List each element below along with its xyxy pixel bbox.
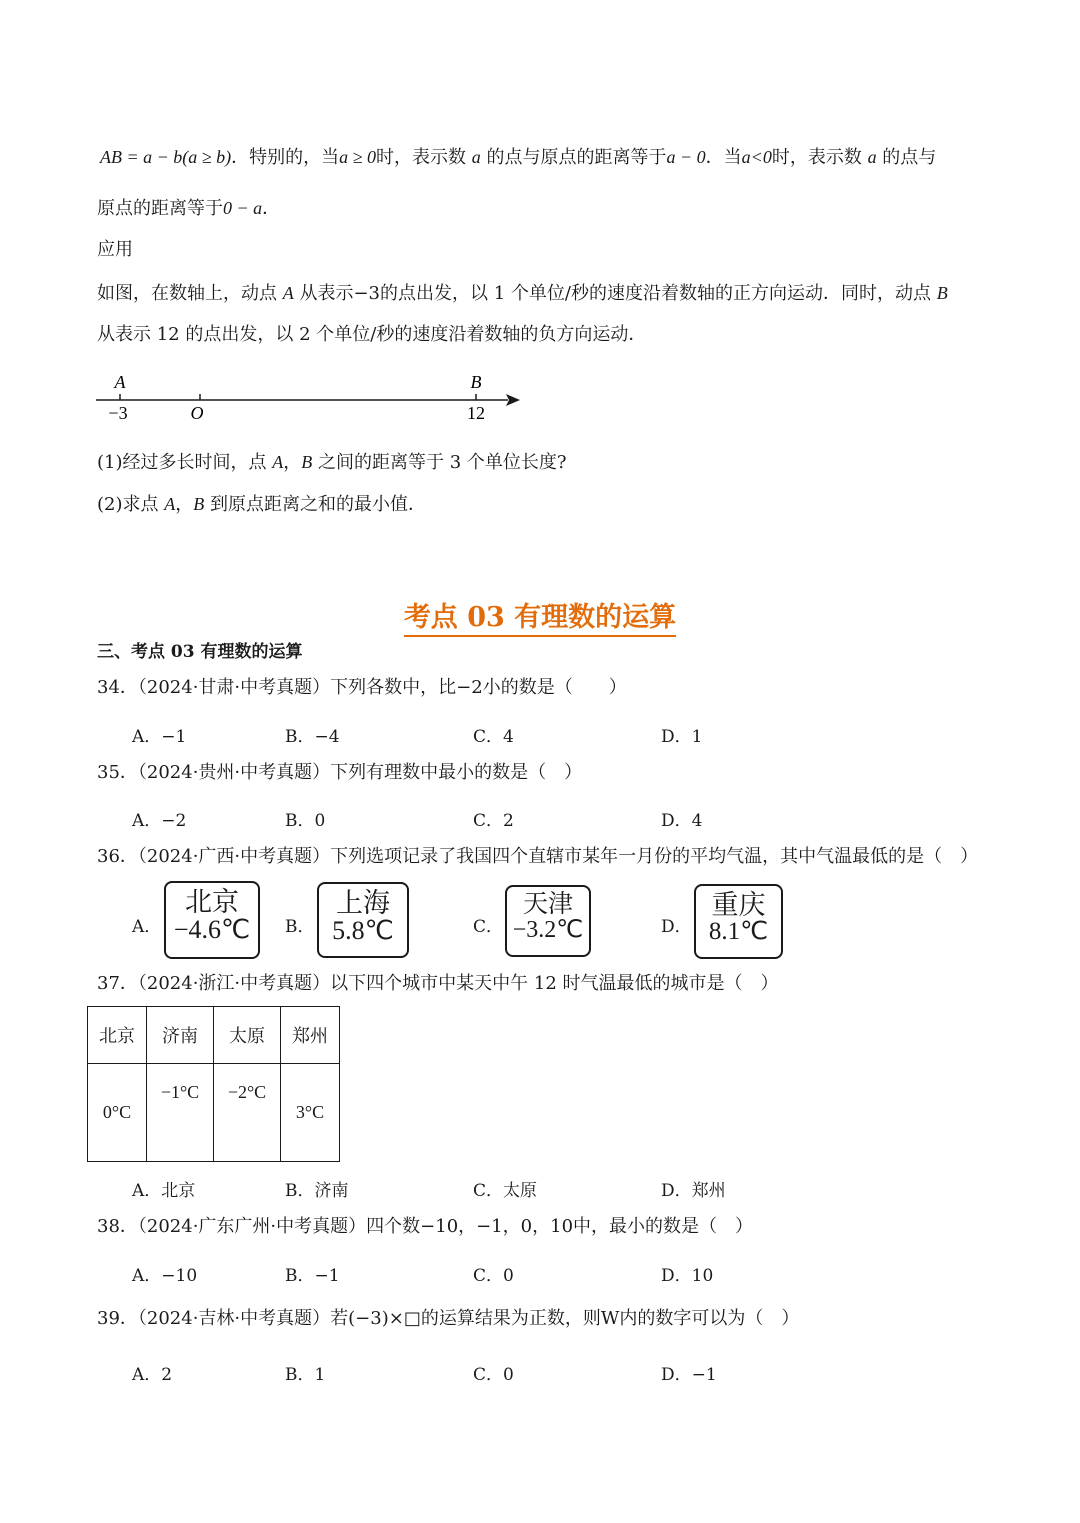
text: 从表示 (97, 324, 151, 345)
application-heading: 应用 (97, 239, 133, 260)
numbers: −10，−1，0，10 (420, 1216, 574, 1237)
section-title-text: 考点 03 有理数的运算 (404, 602, 676, 637)
tick-label-b: 12 (467, 403, 485, 423)
tick-label-o: O (190, 403, 204, 423)
temp-unit: ℃ (220, 915, 251, 945)
problem-35-stem: 35．（2024·贵州·中考真题）下列有理数中最小的数是（ ） (97, 762, 583, 783)
card-temp (507, 918, 589, 943)
paragraph-1-line-1 (100, 148, 936, 167)
problem-35-option-a[interactable]: A．−2 (132, 811, 187, 831)
text: 的点与 (882, 147, 937, 168)
formula: 0 − a (223, 198, 263, 218)
text: ， (283, 452, 302, 473)
var: a (471, 147, 481, 167)
text: 34．（2024·甘肃·中考真题）下列各数中，比 (97, 677, 457, 698)
label-b: B (470, 372, 482, 392)
text: 38．（2024·广东广州·中考真题）四个数 (97, 1216, 421, 1237)
card-temp (166, 916, 258, 943)
section-title (0, 595, 1080, 634)
card-temp (696, 919, 781, 945)
question-1 (97, 453, 567, 472)
text: 时，表示数 (771, 147, 862, 168)
text: 的点出发，以 (185, 324, 294, 345)
problem-39-option-c[interactable]: C．0 (473, 1365, 514, 1385)
problem-39-option-a[interactable]: A．2 (132, 1365, 173, 1385)
number: 12 (156, 324, 180, 345)
text: 小的数是（ ） (482, 677, 627, 698)
problem-36-stem: 36．（2024·广西·中考真题）下列选项记录了我国四个直辖市某年一月份的平均气温，其中气温最低的是（ ） (97, 846, 979, 867)
table-cell: 0°C (88, 1064, 147, 1162)
text: 39．（2024·吉林·中考真题）若 (97, 1308, 349, 1329)
application-line-2 (97, 326, 646, 344)
formula-ab: AB = a − b(a ≥ b) (100, 147, 232, 167)
text: 从表示 (299, 283, 354, 304)
expression: (−3)×□ (348, 1308, 421, 1329)
problem-34-option-c[interactable]: C．4 (473, 727, 514, 747)
temp-value: −4.6 (173, 915, 221, 945)
problem-36-option-c[interactable]: C． (473, 917, 504, 937)
text: 如图，在数轴上，动点 (97, 283, 277, 304)
text: 到原点距离之和的最小值． (209, 494, 426, 515)
text: 时，表示数 (376, 147, 467, 168)
text: ． (262, 198, 281, 219)
var: A (164, 494, 176, 514)
text: ．特别的，当 (231, 147, 340, 168)
formula: a ≥ 0 (339, 147, 377, 167)
text: 的点与原点的距离等于 (486, 147, 667, 168)
problem-34-stem (97, 679, 627, 697)
text: 中，最小的数是（ ） (573, 1216, 754, 1237)
number: 2 (299, 324, 311, 345)
text: 个单位长度? (466, 452, 567, 473)
problem-38-option-c[interactable]: C．0 (473, 1266, 514, 1286)
table-header: 郑州 (281, 1007, 340, 1064)
tick-label-a: −3 (108, 403, 128, 423)
card-city: 北京 (185, 887, 239, 917)
problem-36-option-a[interactable]: A． (132, 917, 162, 937)
temperature-table (87, 1006, 340, 1162)
table-cell: 3°C (281, 1064, 340, 1162)
var: A (282, 283, 294, 303)
problem-38-option-d[interactable]: D．10 (661, 1266, 714, 1286)
table-header: 太原 (214, 1007, 281, 1064)
number-line-figure (90, 368, 530, 428)
text: 之间的距离等于 (317, 452, 444, 473)
text: ， (175, 494, 194, 515)
number: 1 (493, 283, 506, 304)
card-temp (319, 917, 407, 944)
problem-39-option-d[interactable]: D．−1 (661, 1365, 717, 1385)
table-cell: −1°C (147, 1064, 214, 1162)
formula: a − 0 (666, 147, 706, 167)
problem-36-option-b[interactable]: B． (285, 917, 315, 937)
problem-38-stem (97, 1218, 753, 1236)
problem-39-option-b[interactable]: B．1 (285, 1365, 326, 1385)
problem-35-option-d[interactable]: D．4 (661, 811, 703, 831)
text: ．当 (705, 147, 742, 168)
section-subheading: 三、考点 03 有理数的运算 (97, 642, 303, 662)
temp-card-chongqing (694, 884, 783, 959)
application-line-1 (97, 284, 948, 303)
temp-unit: ℃ (556, 917, 584, 944)
problem-38-option-b[interactable]: B．−1 (285, 1266, 340, 1286)
var: B (301, 452, 313, 472)
problem-34-option-a[interactable]: A．−1 (132, 727, 187, 747)
card-city: 重庆 (711, 890, 766, 920)
table-header: 北京 (88, 1007, 147, 1064)
problem-36-option-d[interactable]: D． (661, 917, 692, 937)
problem-37-stem: 37．（2024·浙江·中考真题）以下四个城市中某天中午 12 时气温最低的城市是（ ） (97, 973, 779, 994)
var: A (272, 452, 284, 472)
var: B (193, 494, 205, 514)
temp-card-tianjin (505, 885, 591, 957)
table-cell: −2°C (214, 1064, 281, 1162)
question-2 (97, 495, 426, 514)
temp-unit: ℃ (740, 918, 769, 946)
text: (1)经过多长时间，点 (97, 452, 267, 473)
text: 的点出发，以 (380, 283, 489, 304)
label-a: A (114, 372, 126, 392)
text: 的运算结果为正数，则W内的数字可以为（ ） (420, 1308, 800, 1329)
problem-37-option-d[interactable]: D．郑州 (661, 1181, 726, 1201)
problem-35-option-b[interactable]: B．0 (285, 811, 326, 831)
text: (2)求点 (97, 494, 159, 515)
card-city: 上海 (336, 888, 390, 918)
problem-39-stem (97, 1310, 799, 1328)
problem-37-option-c[interactable]: C．太原 (473, 1181, 538, 1201)
temp-card-shanghai (317, 882, 409, 958)
temp-card-beijing (164, 881, 260, 959)
problem-34-option-d[interactable]: D．1 (661, 727, 703, 747)
var: a (867, 147, 877, 167)
problem-37-option-b[interactable]: B．济南 (285, 1181, 349, 1201)
table-header: 济南 (147, 1007, 214, 1064)
text: 原点的距离等于 (97, 198, 223, 219)
problem-34-option-b[interactable]: B．−4 (285, 727, 340, 747)
temp-unit: ℃ (364, 916, 394, 946)
number: −3 (353, 283, 381, 304)
axis-arrow-icon (506, 394, 520, 406)
temp-value: −3.2 (512, 917, 557, 944)
formula: a<0 (741, 147, 772, 167)
problem-37-option-a[interactable]: A．北京 (132, 1181, 196, 1201)
temp-value: 5.8 (332, 916, 365, 946)
text: 个单位/秒的速度沿着数轴的负方向运动． (316, 324, 647, 345)
temp-value: 8.1 (708, 918, 741, 946)
number: −2 (456, 677, 483, 698)
var: B (936, 283, 948, 303)
number: 3 (449, 452, 462, 473)
paragraph-1-line-2 (97, 199, 280, 218)
card-city: 天津 (522, 891, 573, 918)
problem-35-option-c[interactable]: C．2 (473, 811, 514, 831)
problem-38-option-a[interactable]: A．−10 (132, 1266, 198, 1286)
text: 个单位/秒的速度沿着数轴的正方向运动．同时，动点 (510, 283, 931, 304)
